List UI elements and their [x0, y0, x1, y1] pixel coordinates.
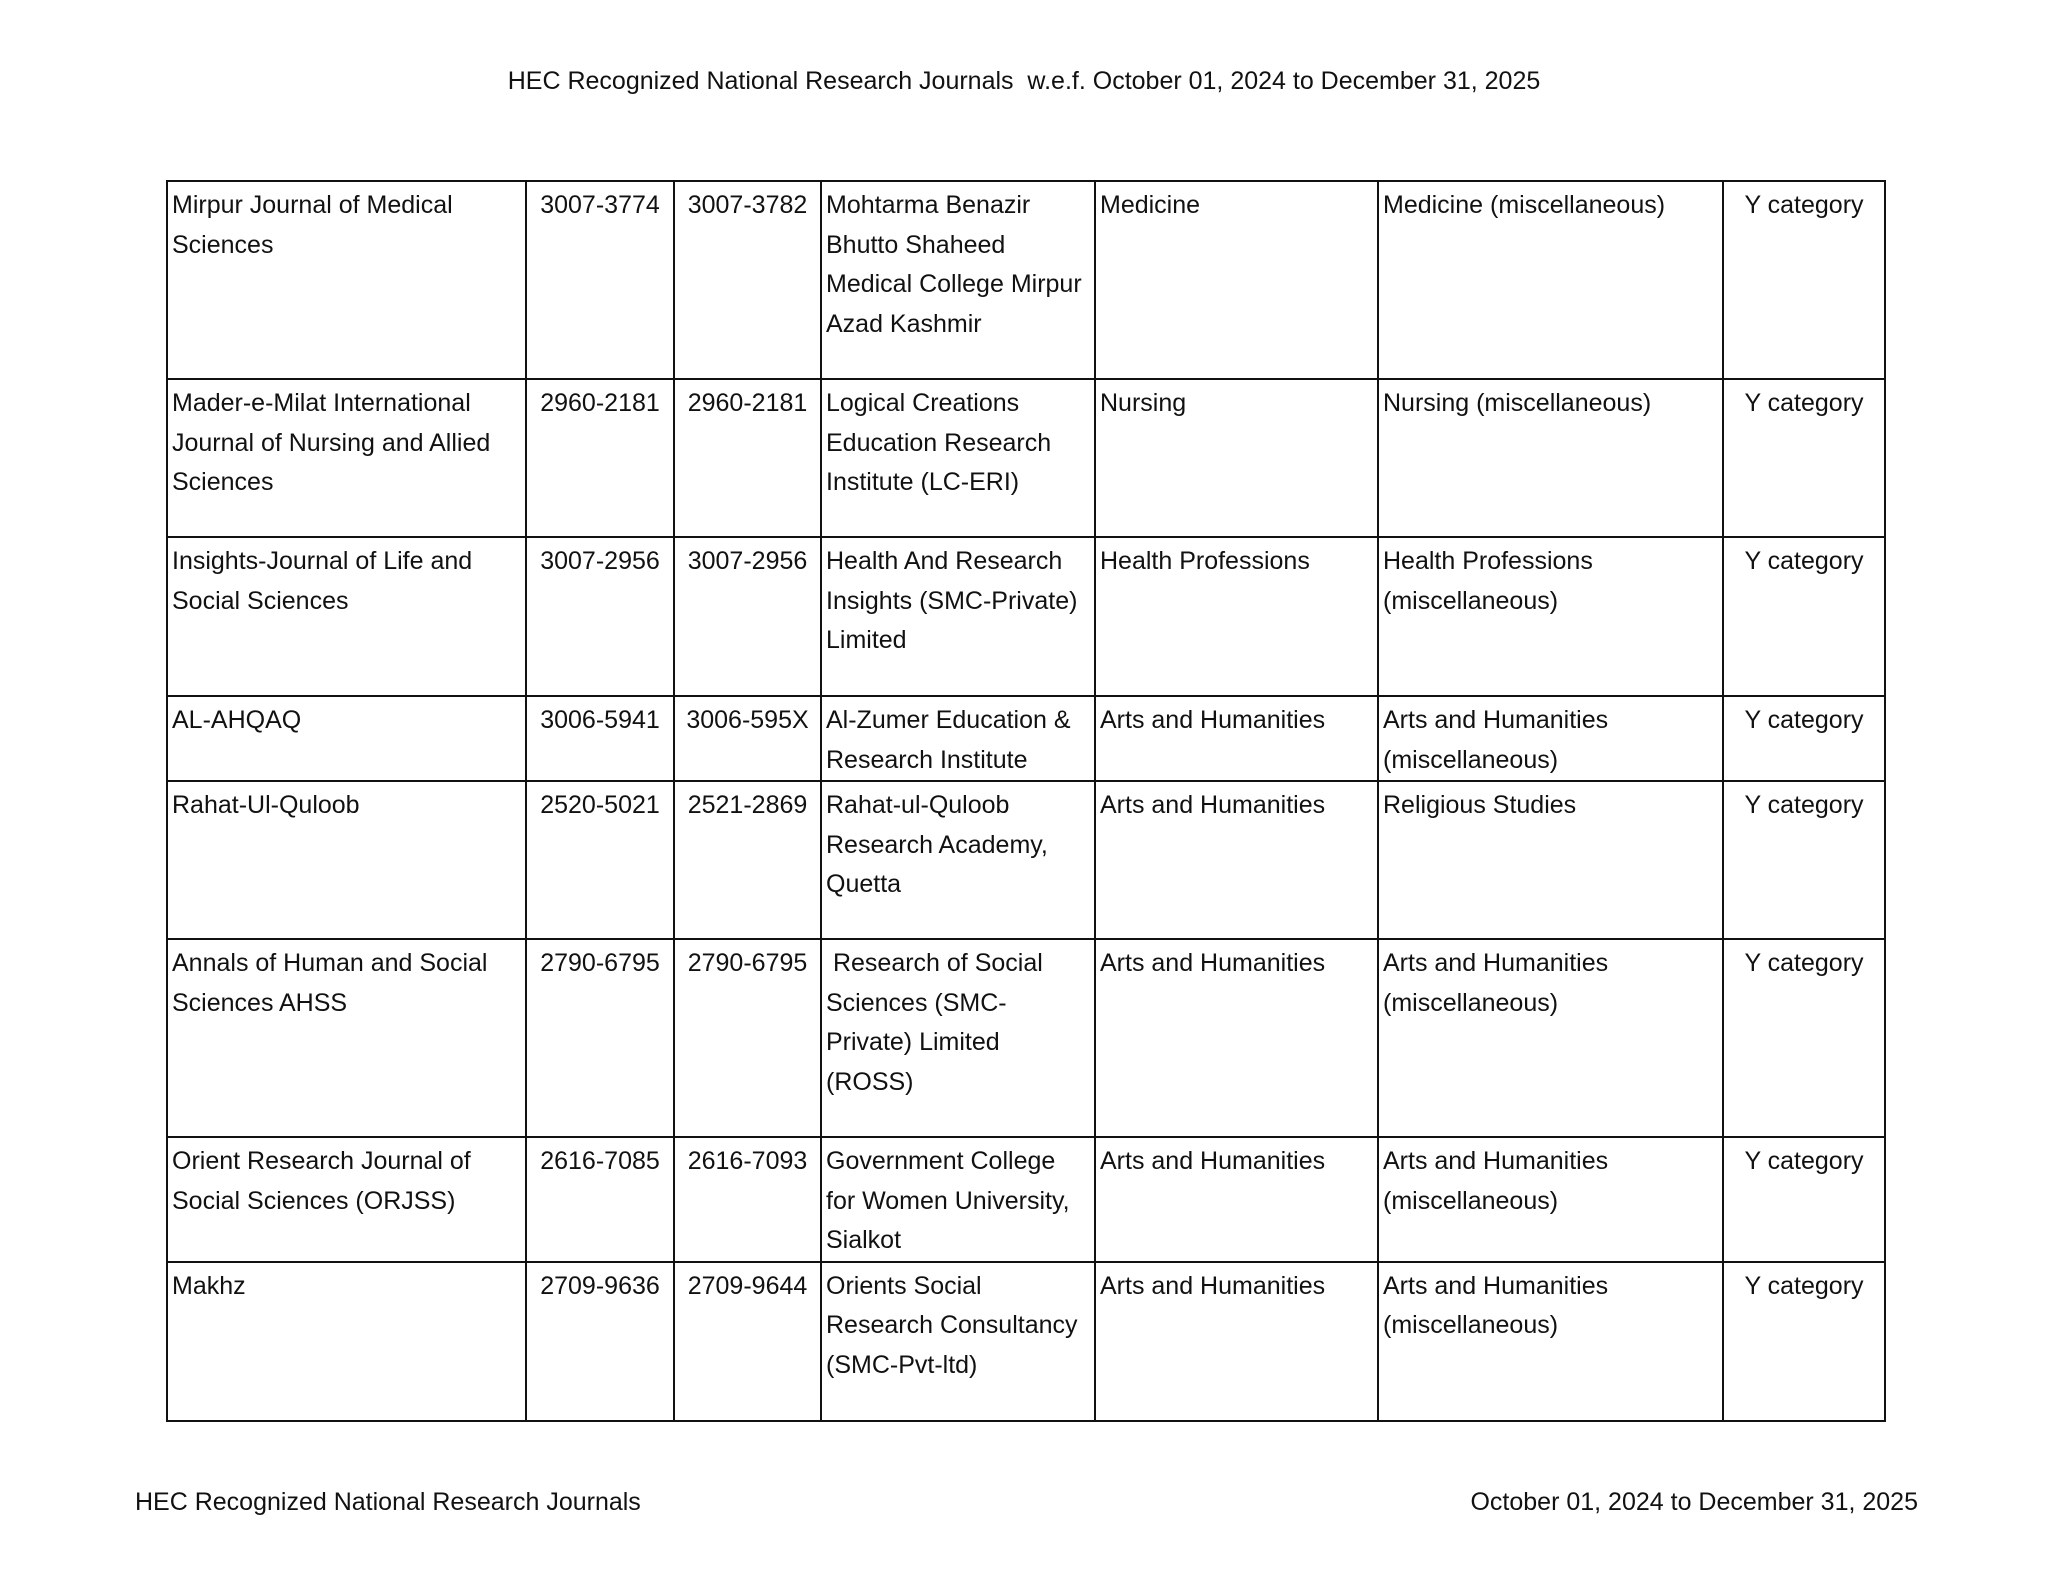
journal-name: Orient Research Journal of Social Sciences (ORJSS): [167, 1137, 526, 1262]
eissn: 3007-3782: [674, 181, 821, 379]
publisher: Health And Research Insights (SMC-Private) Limited: [821, 537, 1095, 696]
subject-area: Nursing: [1095, 379, 1378, 537]
eissn: 2521-2869: [674, 781, 821, 939]
subject-area: Arts and Humanities: [1095, 781, 1378, 939]
issn: 2960-2181: [526, 379, 674, 537]
subject-category: Arts and Humanities (miscellaneous): [1378, 696, 1723, 781]
footer-right-text: October 01, 2024 to December 31, 2025: [1470, 1488, 1918, 1516]
publisher: Rahat-ul-Quloob Research Academy, Quetta: [821, 781, 1095, 939]
subject-category: Arts and Humanities (miscellaneous): [1378, 1262, 1723, 1421]
page-title: HEC Recognized National Research Journals w.e.f. October 01, 2024 to December 31, 2025: [507, 67, 1541, 95]
table-row: [167, 939, 1885, 1137]
subject-area: Medicine: [1095, 181, 1378, 379]
publisher: Research of Social Sciences (SMC-Private) Limited (ROSS): [821, 939, 1095, 1137]
journal-category: Y category: [1723, 1137, 1885, 1262]
journal-category: Y category: [1723, 379, 1885, 537]
journals-table: [166, 180, 1886, 1422]
journal-name: Insights-Journal of Life and Social Sciences: [167, 537, 526, 696]
table-row: [167, 537, 1885, 696]
publisher: Orients Social Research Consultancy (SMC-Pvt-ltd): [821, 1262, 1095, 1421]
issn: 3006-5941: [526, 696, 674, 781]
subject-category: Health Professions (miscellaneous): [1378, 537, 1723, 696]
issn: 3007-3774: [526, 181, 674, 379]
journal-name: Mader-e-Milat International Journal of Nursing and Allied Sciences: [167, 379, 526, 537]
table-row: [167, 1262, 1885, 1421]
journal-category: Y category: [1723, 939, 1885, 1137]
issn: 2520-5021: [526, 781, 674, 939]
subject-category: Arts and Humanities (miscellaneous): [1378, 1137, 1723, 1262]
subject-area: Arts and Humanities: [1095, 696, 1378, 781]
subject-area: Arts and Humanities: [1095, 1137, 1378, 1262]
journal-name: AL-AHQAQ: [167, 696, 526, 781]
journal-name: Makhz: [167, 1262, 526, 1421]
eissn: 3007-2956: [674, 537, 821, 696]
table-row: [167, 379, 1885, 537]
journal-category: Y category: [1723, 181, 1885, 379]
eissn: 2616-7093: [674, 1137, 821, 1262]
publisher: Logical Creations Education Research Institute (LC-ERI): [821, 379, 1095, 537]
eissn: 3006-595X: [674, 696, 821, 781]
issn: 2616-7085: [526, 1137, 674, 1262]
journal-category: Y category: [1723, 781, 1885, 939]
subject-area: Health Professions: [1095, 537, 1378, 696]
publisher: Al-Zumer Education & Research Institute: [821, 696, 1095, 781]
subject-category: Nursing (miscellaneous): [1378, 379, 1723, 537]
subject-area: Arts and Humanities: [1095, 1262, 1378, 1421]
table-row: [167, 181, 1885, 379]
publisher: Government College for Women University, Sialkot: [821, 1137, 1095, 1262]
issn: 2790-6795: [526, 939, 674, 1137]
subject-category: Arts and Humanities (miscellaneous): [1378, 939, 1723, 1137]
journal-name: Mirpur Journal of Medical Sciences: [167, 181, 526, 379]
journal-name: Rahat-Ul-Quloob: [167, 781, 526, 939]
issn: 3007-2956: [526, 537, 674, 696]
eissn: 2709-9644: [674, 1262, 821, 1421]
table-row: [167, 1137, 1885, 1262]
table-row: [167, 696, 1885, 781]
issn: 2709-9636: [526, 1262, 674, 1421]
subject-category: Religious Studies: [1378, 781, 1723, 939]
footer-left-text: HEC Recognized National Research Journals: [135, 1488, 641, 1516]
journal-category: Y category: [1723, 537, 1885, 696]
journal-category: Y category: [1723, 696, 1885, 781]
journal-name: Annals of Human and Social Sciences AHSS: [167, 939, 526, 1137]
table-row: [167, 781, 1885, 939]
journal-category: Y category: [1723, 1262, 1885, 1421]
subject-category: Medicine (miscellaneous): [1378, 181, 1723, 379]
eissn: 2790-6795: [674, 939, 821, 1137]
publisher: Mohtarma Benazir Bhutto Shaheed Medical College Mirpur Azad Kashmir: [821, 181, 1095, 379]
eissn: 2960-2181: [674, 379, 821, 537]
subject-area: Arts and Humanities: [1095, 939, 1378, 1137]
